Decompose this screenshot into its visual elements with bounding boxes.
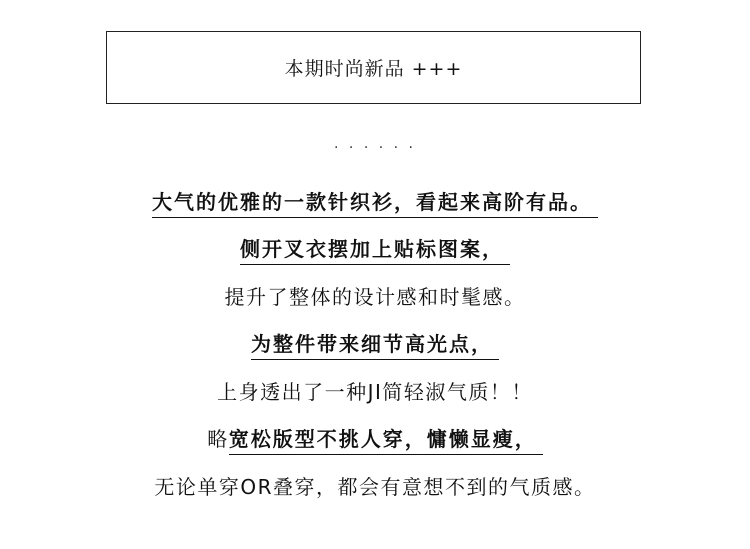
body-text: 无论单穿OR叠穿，都会有意想不到的气质感。 xyxy=(154,475,596,499)
emphasis-text: 为整件带来细节高光点， xyxy=(251,332,499,360)
description-line-6 xyxy=(0,425,750,453)
prefix-text: 略 xyxy=(207,427,229,451)
description-line-5 xyxy=(0,378,750,406)
description-line-3 xyxy=(0,283,750,311)
description-line-1 xyxy=(0,188,750,216)
page-title: 本期时尚新品 +++ xyxy=(284,58,463,80)
title-box xyxy=(106,31,641,104)
description-line-2 xyxy=(0,235,750,263)
emphasis-text: 宽松版型不挑人穿，慵懒显瘦， xyxy=(229,427,543,455)
dot-separator: · · · · · · xyxy=(334,140,416,156)
description-line-4 xyxy=(0,330,750,358)
body-text: 提升了整体的设计感和时髦感。 xyxy=(224,285,526,309)
emphasis-text: 大气的优雅的一款针织衫，看起来高阶有品。 xyxy=(152,190,598,218)
emphasis-text: 侧开叉衣摆加上贴标图案， xyxy=(240,237,510,265)
description-line-7 xyxy=(0,473,750,501)
body-text: 上身透出了一种JI简轻淑气质！！ xyxy=(217,380,533,404)
